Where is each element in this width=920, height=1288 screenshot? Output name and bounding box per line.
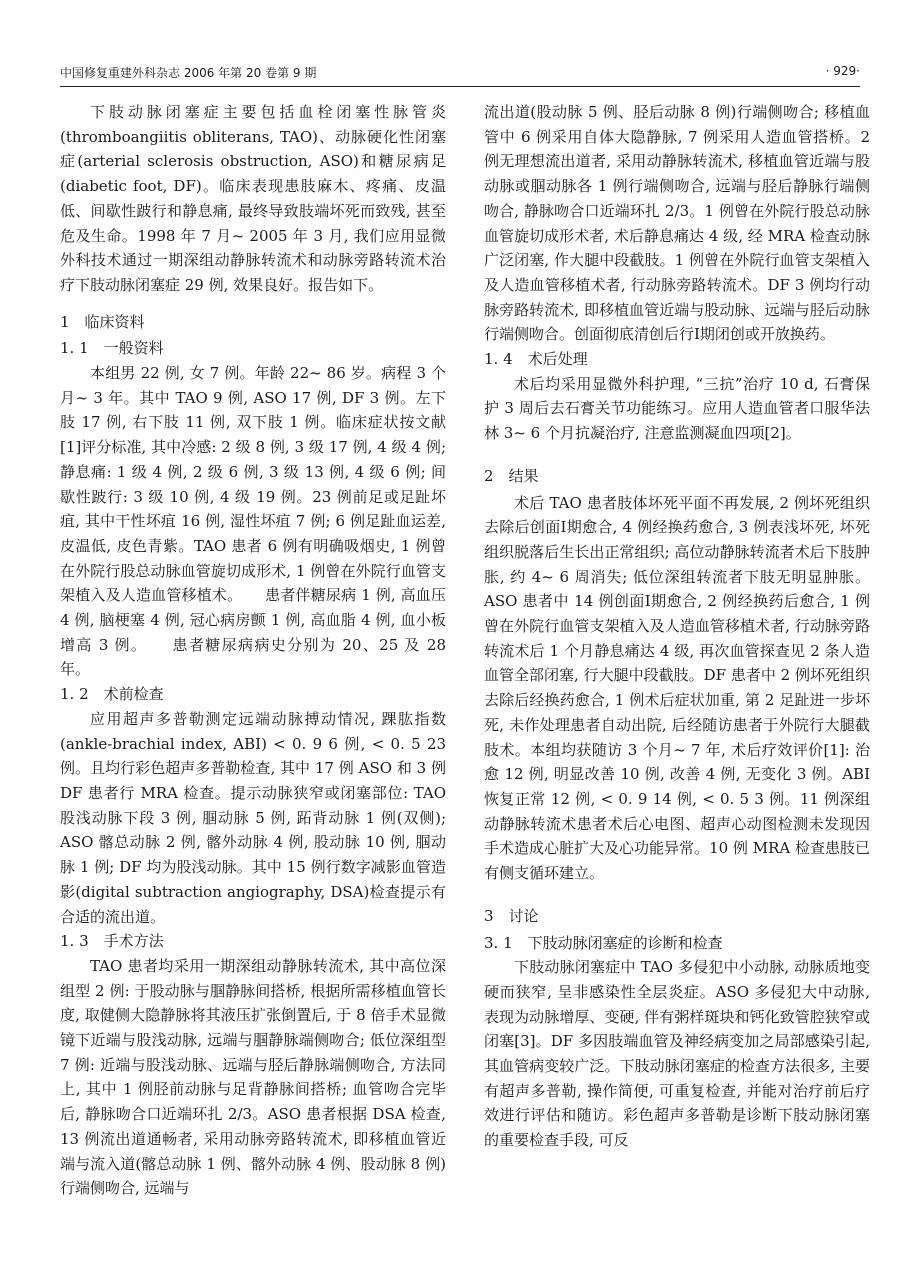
journal-title: 中国修复重建外科杂志 2006 年第 20 卷第 9 期 xyxy=(60,66,317,80)
section-heading-results: 2 结果 xyxy=(484,466,539,485)
paragraph-diagnosis: 下肢动脉闭塞症中 TAO 多侵犯中小动脉, 动脉质地变硬而狭窄, 呈非感染性全层炎症。ASO 多侵犯大中动脉, 表现为动脉增厚、变硬, 伴有粥样斑块和钙化致管腔狭窄或闭塞[3]。DF 多因肢端血管及神经病变加之局部感染引起, 其血管病变较广泛。下肢动脉闭塞症的检查方法很多, 主要有超声多普勒, 操作简便, 可重复检查, 并能对治疗前后疗效进行评估和随访。彩色超声多普勒是诊断下肢动脉闭塞的重要检查手段, 可反 xyxy=(484,958,870,1150)
paragraph-postop-care: 术后均采用显微外科护理, “三抗”治疗 10 d, 石膏保护 3 周后去石膏关节功能练习。应用人造血管者口服华法林 3~ 6 个月抗凝治疗, 注意监测凝血四项[2]。 xyxy=(484,374,870,443)
page-number: · 929· xyxy=(825,64,860,78)
subheading-general-data: 1. 1 一般资料 xyxy=(60,339,164,358)
subheading-diagnosis: 3. 1 下肢动脉闭塞症的诊断和检查 xyxy=(484,933,723,952)
paragraph-surgical-method: TAO 患者均采用一期深组动静脉转流术, 其中高位深组型 2 例: 于股动脉与腘静脉间搭桥, 根据所需移植血管长度, 取健侧大隐静脉将其液压扩张倒置后, 于 8 倍手术显微镜下近端与股浅动脉, 远端与腘静脉端侧吻合; 低位深组型 7 例: 近端与股浅动脉、远端与胫后静脉端侧吻合, 方法同上, 其中 1 例胫前动脉与足背静脉间搭桥; 血管吻合完毕后, 静脉吻合口近端环扎 2/3。ASO 患者根据 DSA 检查, 13 例流出道通畅者, 采用动脉旁路转流术, 即移植血管近端与流入道(髂总动脉 1 例、髂外动脉 4 例、股动脉 8 例)行端侧吻合, 远端与 xyxy=(60,956,446,1198)
subheading-surgical-method: 1. 3 手术方法 xyxy=(60,932,164,951)
header-rule xyxy=(60,86,860,87)
paragraph-results: 术后 TAO 患者肢体坏死平面不再发展, 2 例坏死组织去除后创面Ⅰ期愈合, 4 例经换药愈合, 3 例表浅坏死, 坏死组织脱落后生长出正常组织; 高位动静脉转流者术后下肢肿胀, 约 4~ 6 周消失; 低位深组转流者下肢无明显肿胀。ASO 患者中 14 例创面Ⅰ期愈合, 2 例经换药后愈合, 1 例曾在外院行血管支架植入及人造血管移植术者, 行动脉旁路转流术后 1 个月静息痛达 4 级, 再次血管探查见 2 条人造血管全部闭塞, 行大腿中段截肢。DF 患者中 2 例坏死组织去除后经换药愈合, 1 例术后症状加重, 第 2 足趾进一步坏死, 未作处理患者自动出院, 后经随访患者于外院行大腿截肢术。本组均获随访 3 个月~ 7 年, 术后疗效评价[1]: 治愈 12 例, 明显改善 10 例, 改善 4 例, 无变化 3 例。ABI 恢复正常 12 例, < 0. 9 14 例, < 0. 5 3 例。11 例深组动静脉转流术患者术后心电图、超声心动图检测未发现因手术造成心脏扩大及心功能异常。10 例 MRA 检查患肢已有侧支循环建立。 xyxy=(484,493,870,883)
paragraph-general-data: 本组男 22 例, 女 7 例。年龄 22~ 86 岁。病程 3 个月~ 3 年。其中 TAO 9 例, ASO 17 例, DF 3 例。左下肢 17 例, 右下肢 11 例, 双下肢 1 例。临床症状按文献[1]评分标准, 其中冷感: 2 级 8 例, 3 级 17 例, 4 级 4 例; 静息痛: 1 级 4 例, 2 级 6 例, 3 级 13 例, 4 级 6 例; 间歇性跛行: 3 级 10 例, 4 级 19 例。23 例前足或足趾坏疽, 其中干性坏疽 16 例, 湿性坏疽 7 例; 6 例足趾血运差, 皮温低, 皮色青紫。TAO 患者 6 例有明确吸烟史, 1 例曾在外院行股总动脉血管旋切成形术, 1 例曾在外院行血管支架植入及人造血管移植术。 患者伴糖尿病 1 例, 高血压 4 例, 脑梗塞 4 例, 冠心病房颤 1 例, 高血脂 4 例, 血小板增高 3 例。 患者糖尿病病史分别为 20、25 及 28 年。 xyxy=(60,364,446,679)
section-heading-clinical-data: 1 临床资料 xyxy=(60,312,145,331)
section-heading-discussion: 3 讨论 xyxy=(484,906,539,925)
intro-paragraph: 下肢动脉闭塞症主要包括血栓闭塞性脉管炎(thromboangiitis obliterans, TAO)、动脉硬化性闭塞症(arterial sclerosis obstruction, ASO)和糖尿病足(diabetic foot, DF)。临床表现患肢麻木、疼痛、皮温低、间歇性跛行和静息痛, 最终导致肢端坏死而致残, 甚至危及生命。1998 年 7 月~ 2005 年 3 月, 我们应用显微外科技术通过一期深组动静脉转流术和动脉旁路转流术治疗下肢动脉闭塞症 29 例, 效果良好。报告如下。 xyxy=(60,103,446,294)
subheading-postop-care: 1. 4 术后处理 xyxy=(484,350,588,369)
paragraph-preop-exam: 应用超声多普勒测定远端动脉搏动情况, 踝肱指数(ankle-brachial index, ABI) < 0. 9 6 例, < 0. 5 23 例。且均行彩色超声多普勒检查, 其中 17 例 ASO 和 3 例 DF 患者行 MRA 检查。提示动脉狭窄或闭塞部位: TAO 股浅动脉下段 3 例, 腘动脉 5 例, 跖背动脉 1 例(双侧); ASO 髂总动脉 2 例, 髂外动脉 4 例, 股动脉 10 例, 腘动脉 1 例; DF 均为股浅动脉。其中 15 例行数字减影血管造影(digital subtraction angiography, DSA)检查提示有合适的流出道。 xyxy=(60,709,446,926)
paragraph-surgical-method-cont: 流出道(股动脉 5 例、胫后动脉 8 例)行端侧吻合; 移植血管中 6 例采用自体大隐静脉, 7 例采用人造血管搭桥。2 例无理想流出道者, 采用动静脉转流术, 移植血管近端与股动脉或腘动脉各 1 例行端侧吻合, 远端与胫后静脉行端侧吻合, 静脉吻合口近端环扎 2/3。1 例曾在外院行股总动脉血管旋切成形术者, 术后静息痛达 4 级, 经 MRA 检查动脉广泛闭塞, 作大腿中段截肢。1 例曾在外院行血管支架植入及人造血管移植术者, 行动脉旁路转流术。DF 3 例均行动脉旁路转流术, 即移植血管近端与股动脉、远端与胫后动脉行端侧吻合。创面彻底清创后行Ⅰ期闭创或开放换药。 xyxy=(484,103,870,344)
right-column xyxy=(484,100,870,1153)
running-header xyxy=(60,62,860,86)
left-column xyxy=(60,100,446,1201)
subheading-preop-exam: 1. 2 术前检查 xyxy=(60,685,164,704)
